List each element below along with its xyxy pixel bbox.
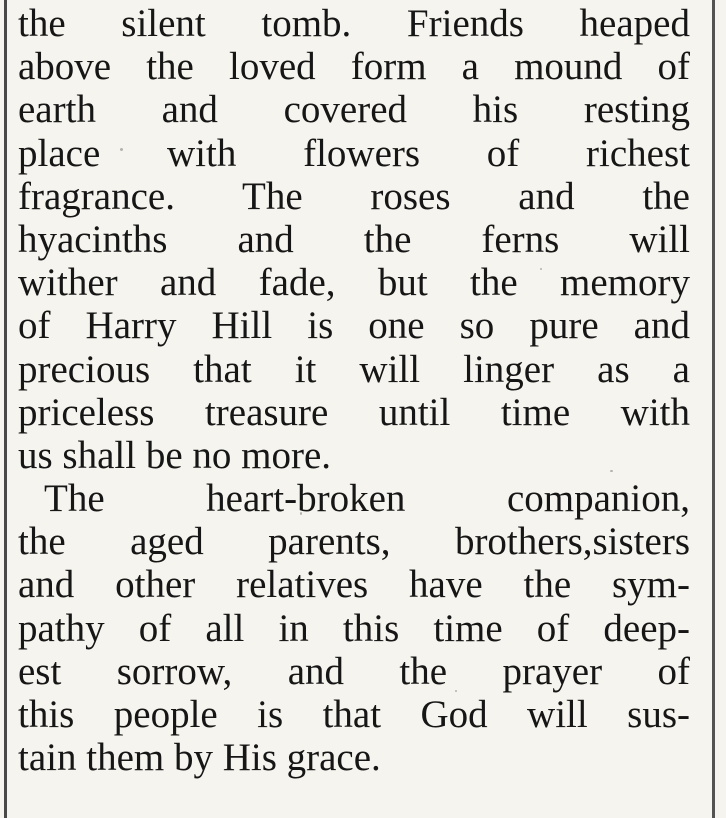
print-speck [610,470,613,472]
text-line: the aged parents, brothers,sisters [18,520,690,564]
text-line: pathy of all in this time of deep- [18,606,690,650]
text-line: tain them by His grace. [18,736,381,780]
text-line: wither and fade, but the memory [18,261,690,305]
text-line: above the loved form a mound of [18,45,690,89]
text-line: est sorrow, and the prayer of [18,649,690,693]
column-rule-left [4,0,7,818]
text-line: hyacinths and the ferns will [18,217,690,261]
text-line: fragrance. The roses and the [18,174,690,218]
text-line: this people is that God will sus- [18,693,690,736]
paragraph-1 [18,2,690,477]
print-speck [120,148,123,151]
text-line: of Harry Hill is one so pure and [18,304,690,348]
text-line: priceless treasure until time with [18,390,690,434]
text-line: the silent tomb. Friends heaped [18,2,690,45]
text-line: place with flowers of richest [18,131,690,175]
article-column [18,2,690,779]
print-speck [300,512,302,515]
text-line: us shall be no more. [18,433,332,477]
paragraph-2 [18,477,690,779]
text-line: precious that it will linger as a [18,347,690,391]
print-speck [455,690,457,692]
text-line: earth and covered his resting [18,88,690,132]
text-line: The heart-broken companion, [44,477,690,521]
column-rule-right [712,0,715,818]
text-line: and other relatives have the sym- [18,563,690,607]
print-speck [540,268,542,270]
